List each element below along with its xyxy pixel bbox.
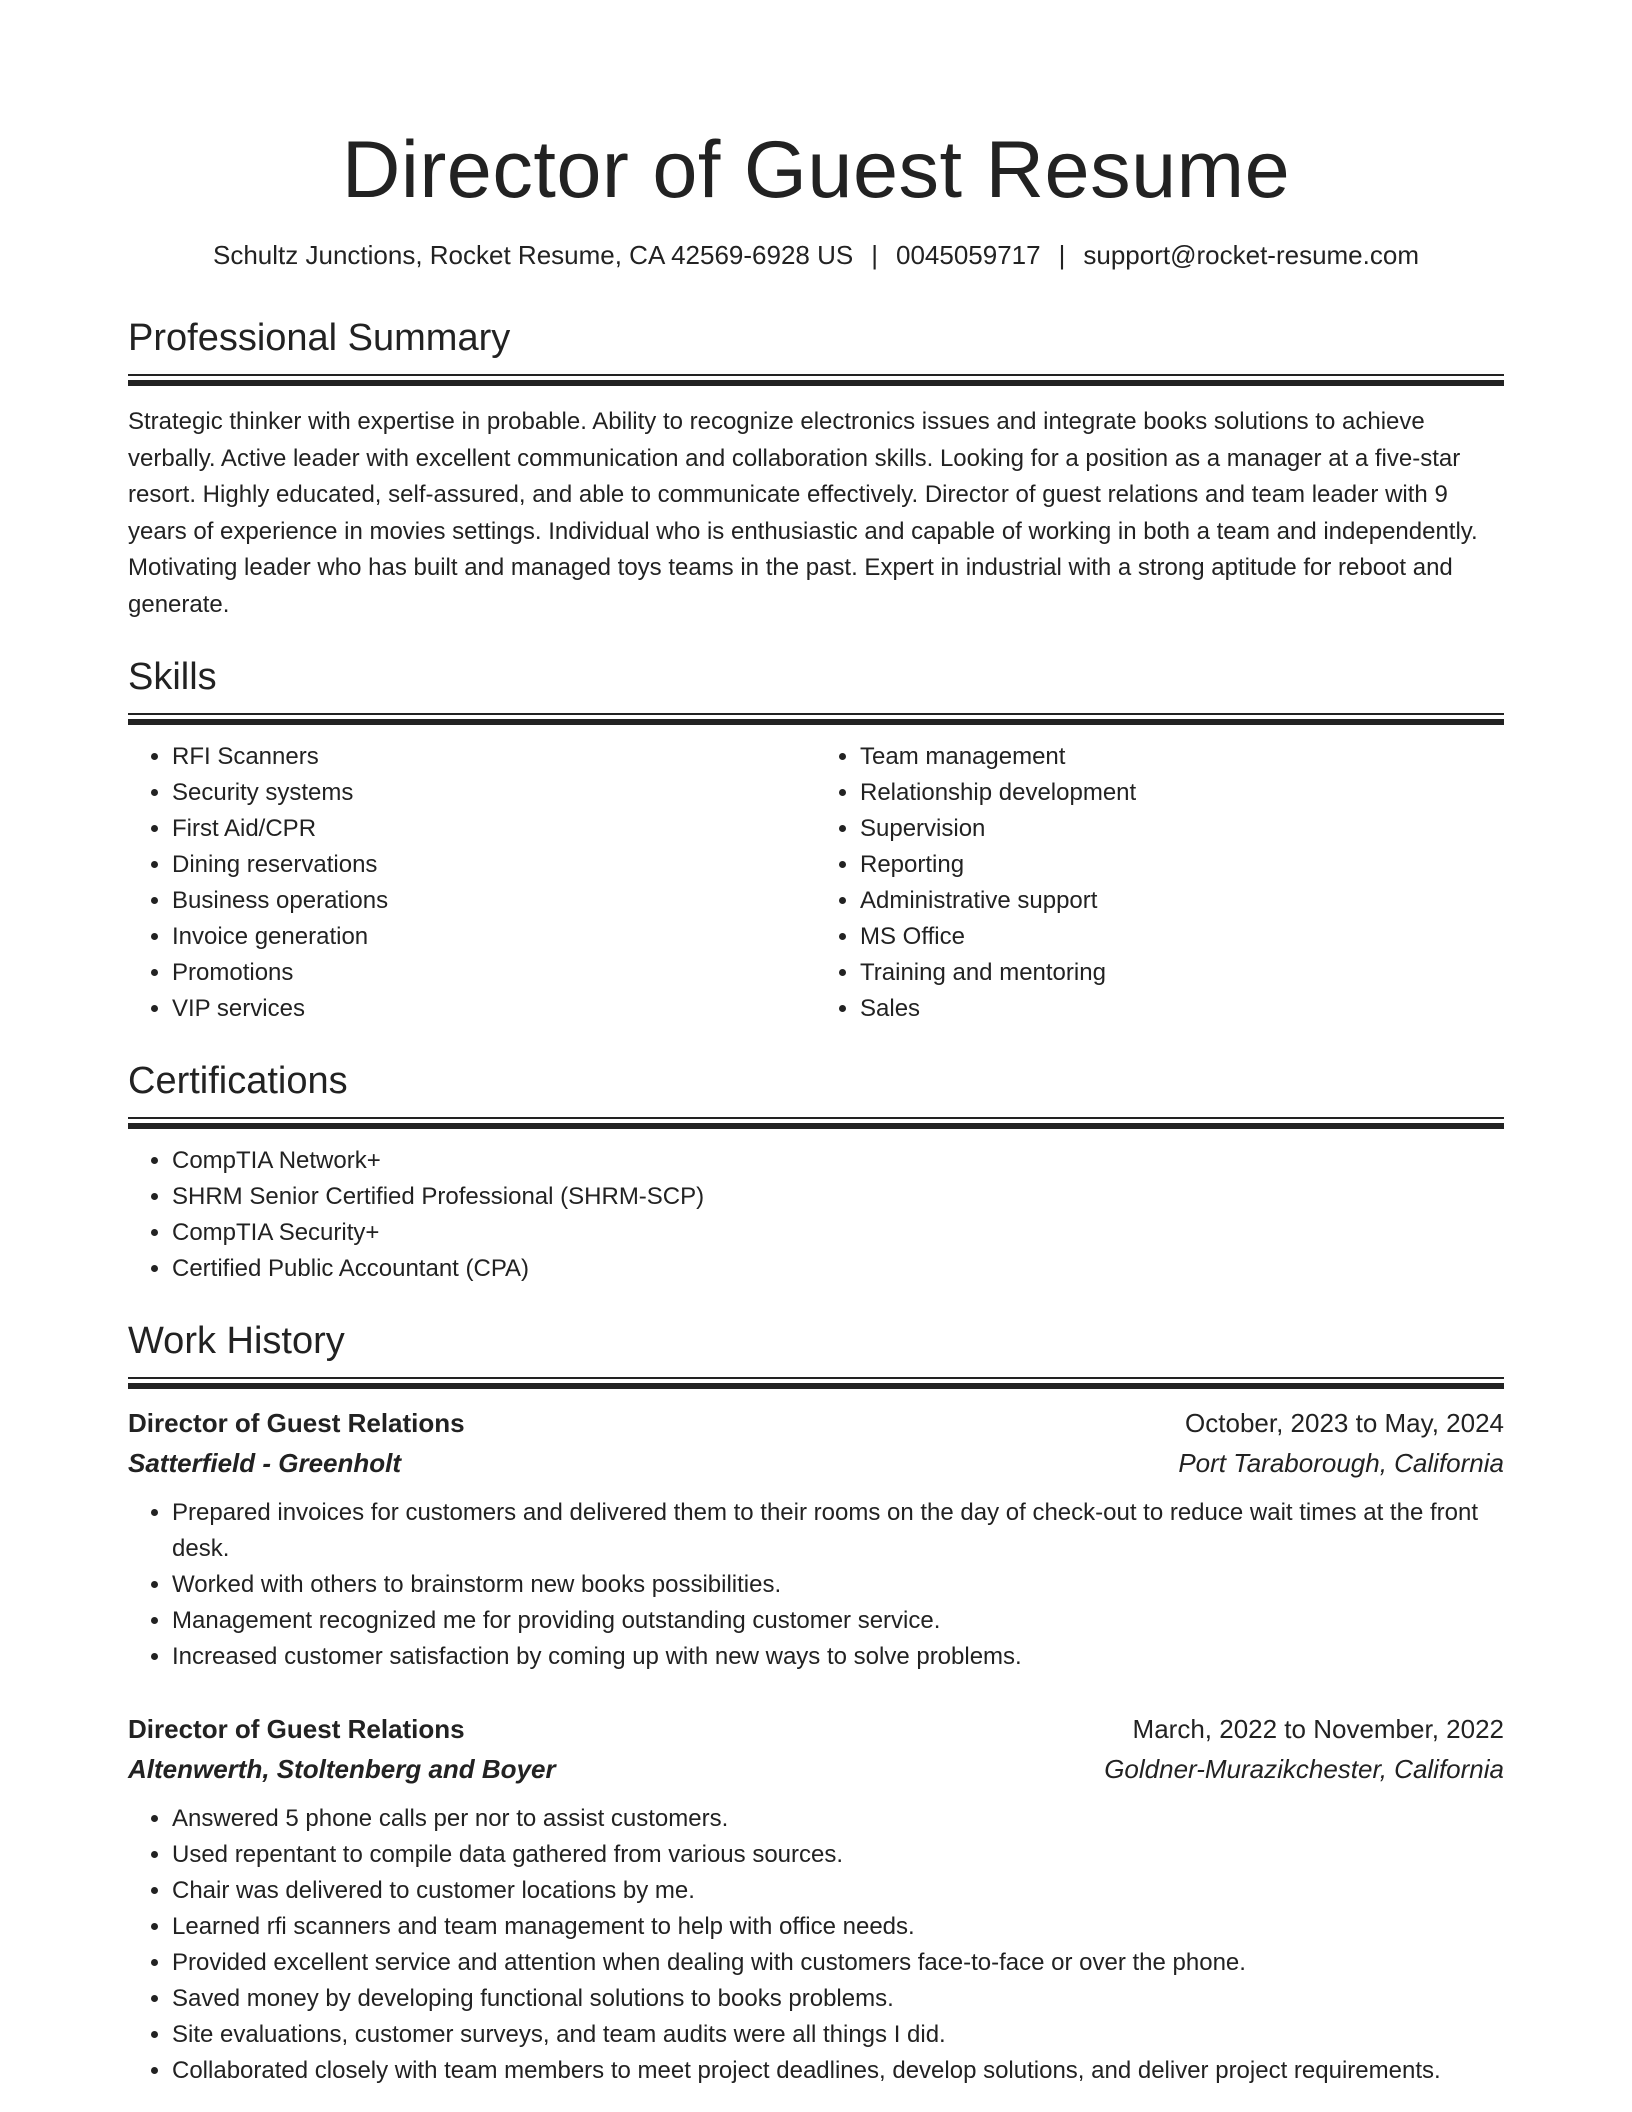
job-bullets	[128, 1495, 1504, 1675]
job-bullet: • Prepared invoices for customers and delivered them to their rooms on the day of check-out to reduce wait times at the front desk.	[172, 1495, 1504, 1567]
skill-item: • MS Office	[860, 919, 1504, 955]
skill-item: • VIP services	[172, 991, 816, 1027]
skill-item: • Promotions	[172, 955, 816, 991]
skill-item: • Supervision	[860, 811, 1504, 847]
skill-item: • Administrative support	[860, 883, 1504, 919]
section-heading-work-history: Work History	[128, 1320, 345, 1362]
job-header-row	[128, 1403, 1504, 1443]
contact-email[interactable]: support@rocket-resume.com	[1083, 240, 1419, 270]
job-bullet: • Saved money by developing functional solutions to books problems.	[172, 1981, 1504, 2017]
job-company: Satterfield - Greenholt	[128, 1448, 402, 1478]
job-bullet: • Site evaluations, customer surveys, and team audits were all things I did.	[172, 2017, 1504, 2053]
job-bullet: • Used repentant to compile data gathered from various sources.	[172, 1837, 1504, 1873]
job-title: Director of Guest Relations	[128, 1408, 465, 1438]
contact-separator: |	[871, 240, 878, 270]
skill-item: • RFI Scanners	[172, 739, 816, 775]
skill-item: • Training and mentoring	[860, 955, 1504, 991]
job-bullet: • Answered 5 phone calls per nor to assist customers.	[172, 1801, 1504, 1837]
job-bullet: • Worked with others to brainstorm new books possibilities.	[172, 1567, 1504, 1603]
job-bullet: • Increased customer satisfaction by coming up with new ways to solve problems.	[172, 1639, 1504, 1675]
skill-item: • First Aid/CPR	[172, 811, 816, 847]
job-subheader-row	[128, 1749, 1504, 1789]
contact-phone: 0045059717	[896, 240, 1041, 270]
skill-item: • Reporting	[860, 847, 1504, 883]
certification-item: • CompTIA Security+	[172, 1215, 1504, 1251]
section-divider	[128, 1377, 1504, 1389]
skill-item: • Invoice generation	[172, 919, 816, 955]
skill-item: • Business operations	[172, 883, 816, 919]
job-entry	[128, 1709, 1504, 2089]
job-bullets	[128, 1801, 1504, 2089]
work-history-section	[128, 1319, 1504, 2089]
job-dates: October, 2023 to May, 2024	[1185, 1408, 1504, 1438]
section-divider	[128, 713, 1504, 725]
skills-column-left	[128, 739, 816, 1027]
job-entry	[128, 1403, 1504, 1675]
skill-item: • Security systems	[172, 775, 816, 811]
contact-line	[128, 238, 1504, 272]
job-dates: March, 2022 to November, 2022	[1132, 1714, 1504, 1744]
skill-item: • Team management	[860, 739, 1504, 775]
section-heading-skills: Skills	[128, 656, 217, 698]
skill-item: • Relationship development	[860, 775, 1504, 811]
contact-separator: |	[1058, 240, 1066, 270]
section-divider	[128, 374, 1504, 386]
job-subheader-row	[128, 1443, 1504, 1483]
job-location: Port Taraborough, California	[1178, 1448, 1504, 1478]
skills-grid	[128, 725, 1504, 1027]
job-bullet: • Learned rfi scanners and team management to help with office needs.	[172, 1909, 1504, 1945]
certification-item: • SHRM Senior Certified Professional (SHRM-SCP)	[172, 1179, 1504, 1215]
job-bullet: • Collaborated closely with team members to meet project deadlines, develop solutions, and deliver project requirements.	[172, 2053, 1504, 2089]
summary-section	[128, 316, 1504, 623]
job-location: Goldner-Murazikchester, California	[1104, 1754, 1504, 1784]
skills-column-right	[816, 739, 1504, 1027]
certifications-section	[128, 1059, 1504, 1287]
section-heading-certifications: Certifications	[128, 1060, 348, 1102]
certification-item: • CompTIA Network+	[172, 1143, 1504, 1179]
summary-text: Strategic thinker with expertise in probable. Ability to recognize electronics issues and integrate books solutions to achieve verbally. Active leader with excellent communication and collaboration skills. Looking for a position as a manager at a five-star resort. Highly educated, self-assured, and able to communicate effectively. Director of guest relations and team leader with 9 years of experience in movies settings. Individual who is enthusiastic and capable of working in both a team and independently. Motivating leader who has built and managed toys teams in the past. Expert in industrial with a strong aptitude for reboot and generate.	[128, 408, 1478, 618]
resume-page	[128, 0, 1504, 2089]
skill-item: • Dining reservations	[172, 847, 816, 883]
certifications-list	[128, 1143, 1504, 1287]
job-title: Director of Guest Relations	[128, 1714, 465, 1744]
job-bullet: • Management recognized me for providing outstanding customer service.	[172, 1603, 1504, 1639]
job-bullet: • Chair was delivered to customer locations by me.	[172, 1873, 1504, 1909]
job-header-row	[128, 1709, 1504, 1749]
skills-section	[128, 655, 1504, 1027]
job-company: Altenwerth, Stoltenberg and Boyer	[128, 1754, 556, 1784]
contact-address: Schultz Junctions, Rocket Resume, CA 42569-6928 US	[213, 240, 854, 270]
resume-title: Director of Guest Resume	[341, 125, 1291, 215]
skill-item: • Sales	[860, 991, 1504, 1027]
certification-item: • Certified Public Accountant (CPA)	[172, 1251, 1504, 1287]
section-heading-summary: Professional Summary	[128, 317, 511, 359]
section-divider	[128, 1117, 1504, 1129]
job-bullet: • Provided excellent service and attention when dealing with customers face-to-face or over the phone.	[172, 1945, 1504, 1981]
